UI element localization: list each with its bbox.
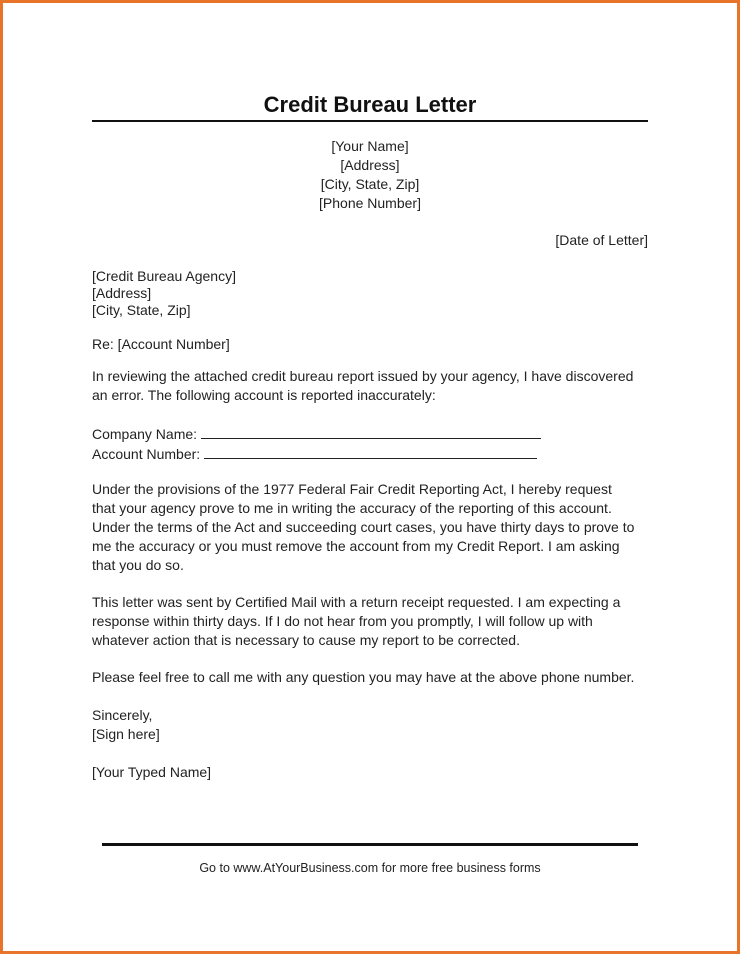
paragraph-line: me the accuracy or you must remove the account from my Credit Report. I am asking [92, 538, 620, 554]
company-name-row [92, 424, 652, 444]
title-underline [92, 120, 648, 122]
paragraph-line: that you do so. [92, 557, 184, 573]
recipient-agency: [Credit Bureau Agency] [92, 268, 236, 284]
letter-date: [Date of Letter] [555, 232, 648, 248]
sender-block [92, 137, 648, 213]
contact-paragraph: Please feel free to call me with any question you may have at the above phone number. [92, 669, 635, 685]
recipient-address: [Address] [92, 285, 152, 301]
company-name-label: Company Name: [92, 426, 198, 442]
sender-address: [Address] [340, 157, 400, 173]
intro-line: In reviewing the attached credit bureau report issued by your agency, I have discovered [92, 368, 634, 384]
account-number-label: Account Number: [92, 446, 201, 462]
re-line: Re: [Account Number] [92, 336, 230, 352]
closing-block [92, 706, 652, 744]
sender-phone: [Phone Number] [319, 195, 421, 211]
account-number-blank [204, 444, 537, 459]
account-number-row [92, 444, 652, 464]
paragraph-line: whatever action that is necessary to cause my report to be corrected. [92, 632, 520, 648]
request-paragraph [92, 480, 652, 575]
paragraph-line: that your agency prove to me in writing the accuracy of the reporting of this account. [92, 500, 612, 516]
recipient-city-state-zip: [City, State, Zip] [92, 302, 191, 318]
paragraph-line: response within thirty days. If I do not hear from you promptly, I will follow up with [92, 613, 593, 629]
signature-placeholder: [Sign here] [92, 726, 160, 742]
footer-note: Go to www.AtYourBusiness.com for more free business forms [199, 861, 541, 875]
account-fields [92, 424, 652, 464]
intro-line: an error. The following account is reported inaccurately: [92, 387, 436, 403]
footer-rule [102, 843, 638, 846]
certified-mail-paragraph [92, 593, 652, 650]
recipient-block [92, 268, 652, 319]
typed-name: [Your Typed Name] [92, 764, 212, 780]
company-name-blank [201, 424, 541, 439]
paragraph-line: This letter was sent by Certified Mail with a return receipt requested. I am expecting a [92, 594, 621, 610]
sender-city-state-zip: [City, State, Zip] [320, 176, 420, 192]
paragraph-line: Under the terms of the Act and succeeding court cases, you have thirty days to prove to [92, 519, 635, 535]
salutation: Sincerely, [92, 707, 153, 723]
sender-name: [Your Name] [331, 138, 409, 154]
paragraph-line: Under the provisions of the 1977 Federal Fair Credit Reporting Act, I hereby request [92, 481, 612, 497]
intro-paragraph [92, 367, 652, 405]
document-title: Credit Bureau Letter [263, 92, 477, 117]
